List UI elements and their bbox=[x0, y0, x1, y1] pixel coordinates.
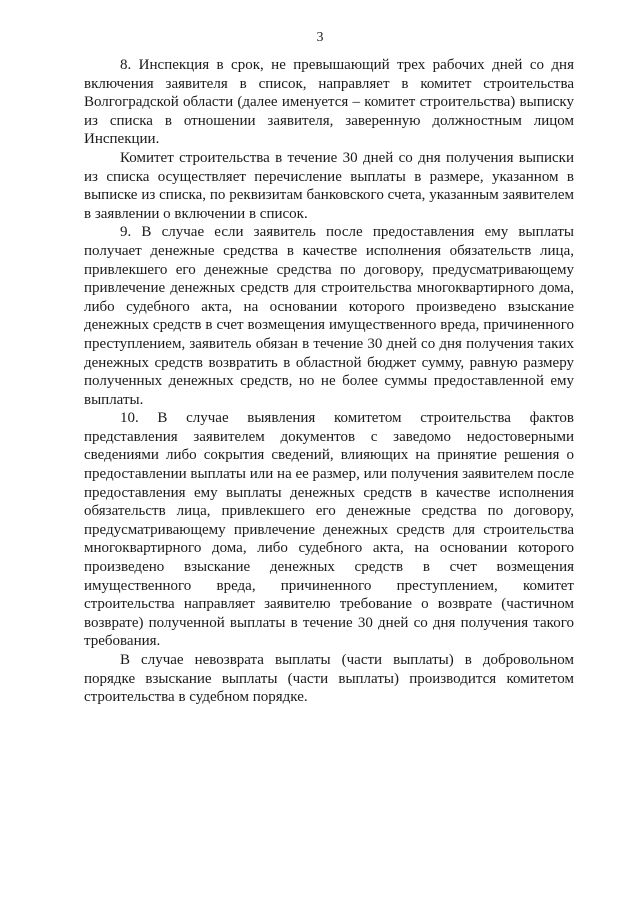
paragraph-item-8: 8. Инспекция в срок, не превышающий трех рабочих дней со дня включения заявителя в список, направляет в комитет строительства Волгоградской области (далее именуется – комитет строительства) выписку из списка в отношении заявителя, заверенную должностным лицом Инспекции. bbox=[84, 57, 574, 148]
paragraph-transfer-payment: Комитет строительства в течение 30 дней со дня получения выписки из списка осуществляет перечисление выплаты в размере, указанном в выписке из списка, по реквизитам банковского счета, указанным заявителем в заявлении о включении в список. bbox=[84, 149, 574, 222]
paragraph-item-9: 9. В случае если заявитель после предоставления ему выплаты получает денежные средства в качестве исполнения обязательств лица, привлекшего его денежные средства по договору, предусматривающему привлечение денежных средств для строительства многоквартирного дома, либо судебного акта, на основании которого произведено взыскание денежных средств в счет возмещения имущественного вреда, причиненного преступлением, заявитель обязан в течение 30 дней со дня получения таких денежных средств возвратить в областной бюджет сумму, равную размеру полученных денежных средств, но не более суммы предоставленной ему выплаты. bbox=[84, 224, 574, 408]
paragraph-item-10: 10. В случае выявления комитетом строительства фактов представления заявителем документов с заведомо недостоверными сведениями либо сокрытия сведений, влияющих на принятие решения о предоставлении выплаты или на ее размер, или получения заявителем после предоставления ему выплаты денежных средств в качестве исполнения обязательств лица, привлекшего его денежные средства по договору, предусматривающему привлечение денежных средств для строительства многоквартирного дома, либо судебного акта, на основании которого произведено взыскание денежных средств в счет возмещения имущественного вреда, причиненного преступлением, комитет строительства направляет заявителю требование о возврате (частичном возврате) полученной выплаты в течение 30 дней со дня получения такого требования. bbox=[84, 410, 574, 650]
document-body bbox=[84, 56, 574, 707]
page-number: 3 bbox=[316, 30, 324, 45]
paragraph-non-return: В случае невозврата выплаты (части выплаты) в добровольном порядке взыскание выплаты (части выплаты) производится комитетом строительства в судебном порядке. bbox=[84, 652, 574, 706]
